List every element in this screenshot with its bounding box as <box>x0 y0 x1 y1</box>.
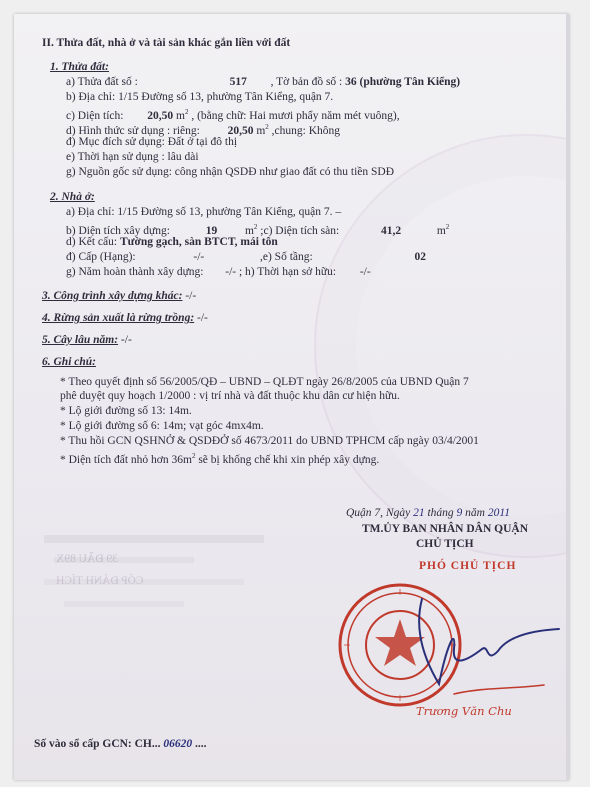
perennial-value: -/- <box>120 334 132 346</box>
forest-row <box>42 311 208 325</box>
land-address-row <box>66 90 333 104</box>
sign-month-label: tháng <box>427 507 454 519</box>
land-area-unit-sup: 2 <box>184 108 189 116</box>
land-area-label: c) Diện tích: <box>66 109 124 122</box>
house-address-label: a) Địa chỉ: <box>66 206 115 218</box>
perennial-label: 5. Cây lâu năm: <box>42 334 119 346</box>
footer-registry-suffix: .... <box>195 738 207 750</box>
house-heading: 2. Nhà ở: <box>50 191 95 203</box>
house-grade-row <box>66 250 426 264</box>
house-address-row <box>66 205 341 219</box>
notes-heading: 6. Ghi chú: <box>42 356 96 368</box>
note-5 <box>60 449 379 467</box>
other-construction-label: 3. Công trình xây dựng khác: <box>42 290 183 302</box>
house-build-area-label: b) Diện tích xây dựng: <box>66 224 170 237</box>
house-ownership-term-label: ; h) Thời hạn sở hữu: <box>238 266 337 278</box>
sign-year-label: năm <box>465 507 485 519</box>
other-construction-row <box>42 289 196 303</box>
land-purpose: đ) Mục đích sử dụng: Đất ở tại đô thị <box>66 136 238 148</box>
ghost-text-2: CÓP ĐÁNH TÍCH <box>56 575 144 587</box>
land-parcel-row <box>66 75 460 89</box>
land-parcel-label: a) Thửa đất số : <box>66 76 138 88</box>
handwritten-signature <box>394 589 564 709</box>
other-construction-value: -/- <box>185 290 197 302</box>
land-area-value: 20,50 <box>147 109 174 122</box>
house-build-area-unit-sup: 2 <box>253 223 258 231</box>
sign-authority: TM.ỦY BAN NHÂN DÂN QUẬN <box>362 523 528 535</box>
note-1: * Theo quyết định số 56/2005/QĐ – UBND – QLĐT ngày 26/8/2005 của UBND Quận 7 <box>60 376 469 388</box>
house-structure-row <box>66 235 278 249</box>
house-structure-value: Tường gạch, sàn BTCT, mái tôn <box>119 236 278 248</box>
land-heading: 1. Thửa đất: <box>50 61 109 73</box>
house-floor-area-unit-sup: 2 <box>445 223 450 231</box>
certificate-page <box>14 14 569 780</box>
house-year-row <box>66 265 371 279</box>
land-area-words: , (bằng chữ: Hai mươi phẩy năm mét vuông), <box>191 109 400 122</box>
land-map-value: 36 (phường Tân Kiểng) <box>345 76 461 88</box>
sign-year: 2011 <box>487 507 511 519</box>
ghost-text-1: 39 ĐẦU 89X <box>56 553 118 565</box>
house-floor-area-unit: m <box>436 224 446 237</box>
sign-stamp-title: PHÓ CHỦ TỊCH <box>419 560 517 572</box>
footer-registry-value: 06620 <box>163 738 193 750</box>
land-parcel-value: 517 <box>229 76 247 88</box>
note-5-text: * Diện tích đất nhỏ hơn 36m <box>60 453 192 466</box>
signer-name: Trương Văn Chu <box>416 704 512 718</box>
land-map-label: , Tờ bản đồ số : <box>270 76 343 88</box>
land-usage-value: 20,50 <box>227 124 254 137</box>
note-4: * Thu hồi GCN QSHNỞ & QSDĐỞ số 4673/2011 do UBND TPHCM cấp ngày 03/4/2001 <box>60 435 479 447</box>
house-floor-area-value: 41,2 <box>380 224 402 237</box>
land-usage-label: d) Hình thức sử dụng : riêng: <box>66 124 200 137</box>
note-5-text-end: sẽ bị khống chế khi xin phép xây dựng. <box>195 453 380 466</box>
section-title: II. Thửa đất, nhà ở và tài sản khác gắn liền với đất <box>42 37 291 49</box>
house-build-area-unit: m <box>244 224 254 237</box>
house-floors-label: ,e) Số tầng: <box>259 251 313 263</box>
house-floors-value: 02 <box>414 251 426 263</box>
footer-registry-label: Số vào sổ cấp GCN: CH... <box>34 738 161 750</box>
land-usage-unit: m <box>256 124 266 137</box>
house-floor-area-label: ;c) Diện tích sàn: <box>260 224 340 237</box>
sign-date-row <box>346 506 510 520</box>
land-address-value: 1/15 Đường số 13, phường Tân Kiểng, quận 7. <box>118 91 334 103</box>
land-usage-common: ,chung: Không <box>271 124 341 137</box>
note-5-sup: 2 <box>191 452 196 460</box>
house-build-area-value: 19 <box>205 224 218 237</box>
house-year-label: g) Năm hoàn thành xây dựng: <box>66 266 204 278</box>
perennial-row <box>42 333 132 347</box>
land-usage-unit-sup: 2 <box>265 123 269 131</box>
house-grade-label: đ) Cấp (Hạng): <box>66 251 136 263</box>
note-2: * Lộ giới đường số 13: 14m. <box>60 405 192 417</box>
sign-month: 9 <box>456 507 463 519</box>
house-ownership-term-value: -/- <box>359 266 371 278</box>
land-origin: g) Nguồn gốc sử dụng: công nhận QSDĐ như giao đất có thu tiền SDĐ <box>66 166 395 178</box>
forest-label: 4. Rừng sản xuất là rừng trồng: <box>42 312 195 324</box>
sign-date-prefix: Quận 7, Ngày <box>346 507 411 519</box>
house-structure-label: d) Kết cấu: <box>66 236 118 248</box>
sign-day: 21 <box>413 507 425 519</box>
house-grade-value: -/- <box>193 251 205 263</box>
footer-registry-row <box>34 737 207 751</box>
note-3: * Lộ giới đường số 6: 14m; vạt góc 4mx4m. <box>60 420 264 432</box>
land-term: e) Thời hạn sử dụng : lâu dài <box>66 151 199 163</box>
sign-role: CHỦ TỊCH <box>416 538 474 550</box>
land-area-unit: m <box>175 109 185 122</box>
land-address-label: b) Địa chỉ: <box>66 91 116 103</box>
house-year-value: -/- <box>225 266 237 278</box>
house-address-value: 1/15 Đường số 13, phường Tân Kiểng, quận 7. – <box>117 206 342 218</box>
note-1-continued: phê duyệt quy hoạch 1/2000 : vị trí nhà và đất thuộc khu dân cư hiện hữu. <box>60 390 400 402</box>
forest-value: -/- <box>197 312 208 324</box>
